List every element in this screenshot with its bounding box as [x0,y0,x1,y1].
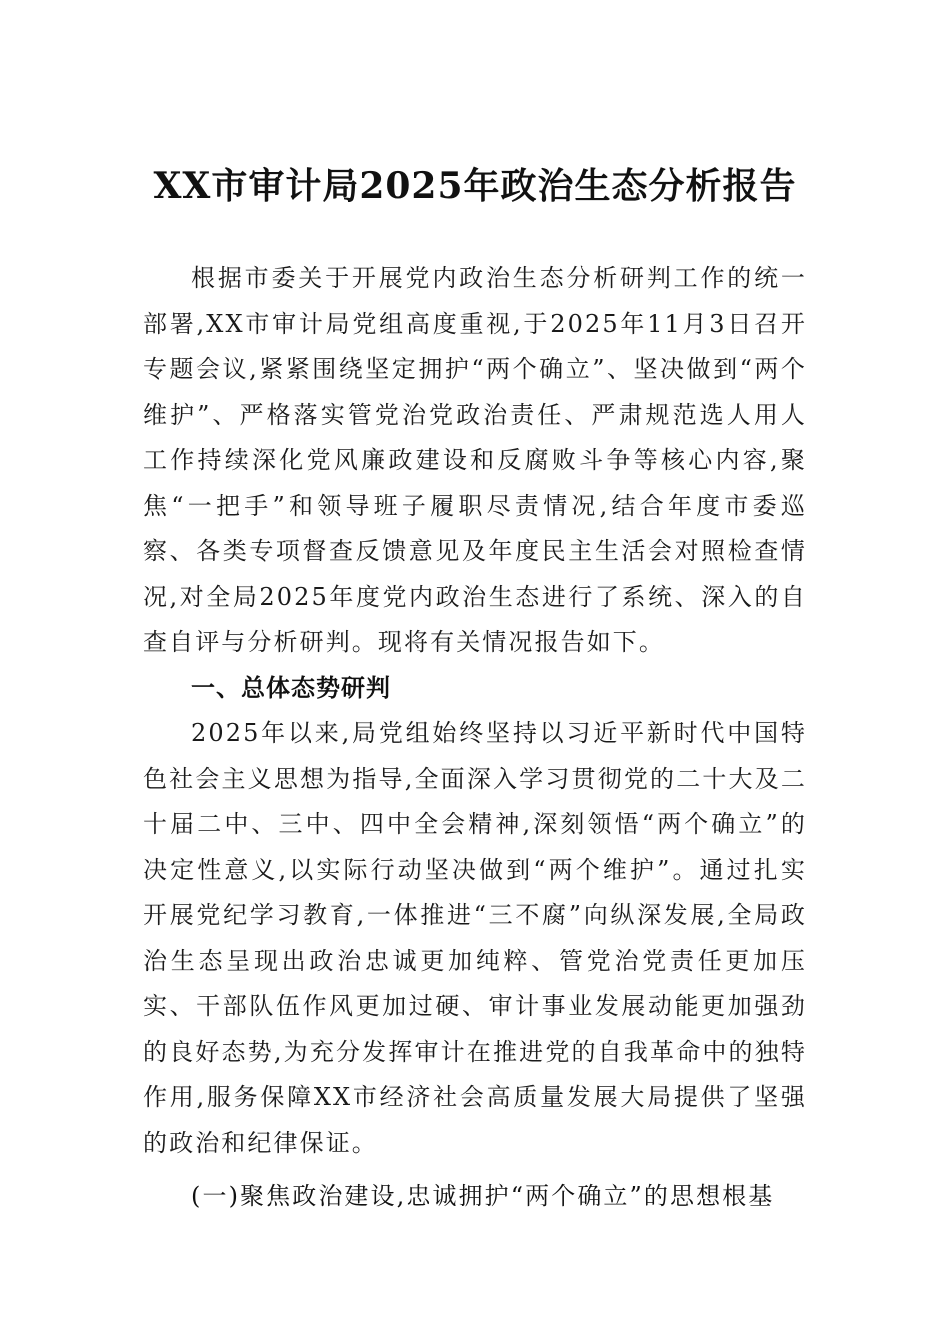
section-paragraph-overall-assessment: 2025年以来,局党组始终坚持以习近平新时代中国特色社会主义思想为指导,全面深入学习贯彻党的二十大及二十届二中、三中、四中全会精神,深刻领悟“两个确立”的决定性意义,以实际行动坚决做到“两个维护”。通过扎实开展党纪学习教育,一体推进“三不腐”向纵深发展,全局政治生态呈现出政治忠诚更加纯粹、管党治党责任更加压实、干部队伍作风更加过硬、审计事业发展动能更加强劲的良好态势,为充分发挥审计在推进党的自我革命中的独特作用,服务保障XX市经济社会高质量发展大局提供了坚强的政治和纪律保证。 [143,719,807,1157]
section-heading-overall-assessment: 一、总体态势研判 [191,673,391,702]
document-title: XX市审计局2025年政治生态分析报告 [153,165,797,207]
intro-paragraph: 根据市委关于开展党内政治生态分析研判工作的统一部署,XX市审计局党组高度重视,于2025年11月3日召开专题会议,紧紧围绕坚定拥护“两个确立”、坚决做到“两个维护”、严格落实管党治党政治责任、严肃规范选人用人工作持续深化党风廉政建设和反腐败斗争等核心内容,聚焦“一把手”和领导班子履职尽责情况,结合年度市委巡察、各类专项督查反馈意见及年度民主生活会对照检查情况,对全局2025年度党内政治生态进行了系统、深入的自查自评与分析研判。现将有关情况报告如下。 [143,264,807,656]
subsection-heading-political-construction: (一)聚焦政治建设,忠诚拥护“两个确立”的思想根基 [191,1182,775,1210]
document-body [143,256,807,1220]
